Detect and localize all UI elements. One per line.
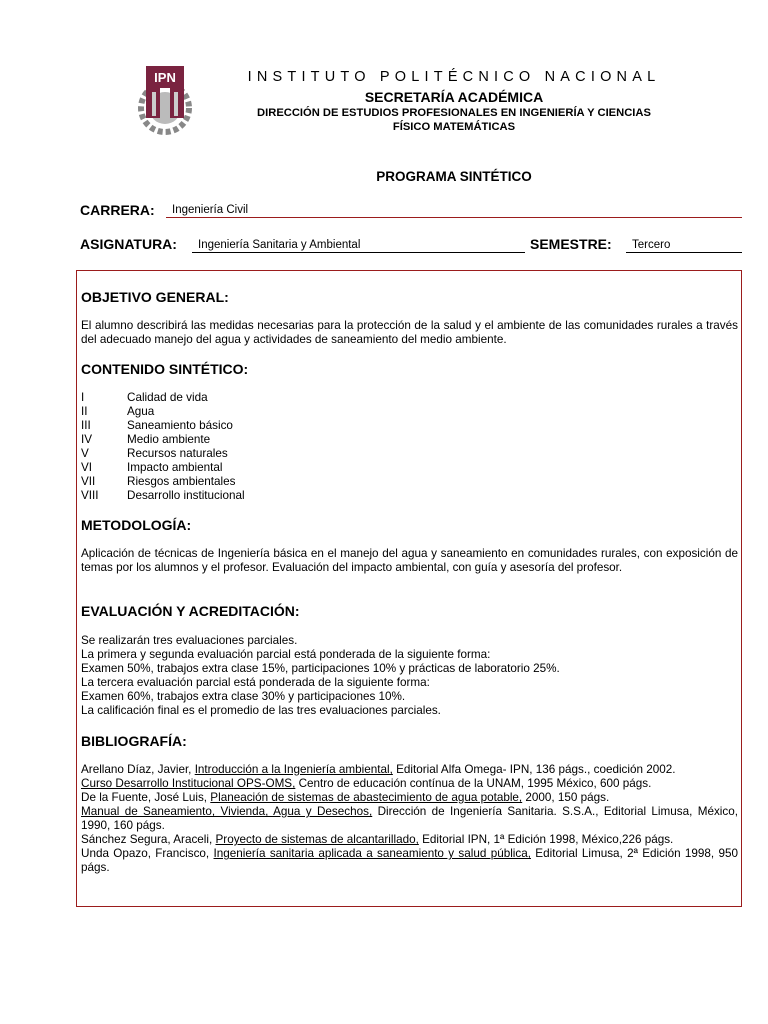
evaluation-line: Examen 50%, trabajos extra clase 15%, participaciones 10% y prácticas de laboratorio 25%. [81, 662, 560, 675]
bibliography-title: Curso Desarrollo Institucional OPS-OMS, [81, 777, 296, 790]
bibliography-details: Editorial Limusa, 2ª Edición 1998, 950 págs. [81, 847, 738, 874]
bibliography-list [81, 763, 738, 875]
bibliography-entry [81, 847, 738, 875]
carrera-field: Ingeniería Civil [166, 203, 742, 218]
evaluacion-title: EVALUACIÓN Y ACREDITACIÓN: [81, 603, 300, 619]
semestre-label: SEMESTRE: [530, 236, 612, 252]
unit-number: III [81, 419, 91, 432]
asignatura-field: Ingeniería Sanitaria y Ambiental [192, 238, 525, 253]
semestre-field: Tercero [626, 238, 742, 253]
unit-item [81, 433, 738, 447]
unit-name: Agua [127, 405, 155, 418]
bibliography-title: Manual de Saneamiento, Vivienda, Agua y Desechos, [81, 805, 373, 818]
evaluation-line: La calificación final es el promedio de las tres evaluaciones parciales. [81, 704, 441, 717]
evaluation-line: Examen 60%, trabajos extra clase 30% y participaciones 10%. [81, 690, 406, 703]
carrera-label: CARRERA: [80, 202, 155, 218]
unit-number: I [81, 391, 85, 404]
bibliography-entry [81, 777, 738, 791]
evaluation-line: Se realizarán tres evaluaciones parciales. [81, 634, 298, 647]
program-content-box [76, 270, 742, 907]
unit-number: VII [81, 475, 96, 488]
unit-item [81, 391, 738, 405]
contenido-title: CONTENIDO SINTÉTICO: [81, 361, 249, 377]
unit-name: Impacto ambiental [127, 461, 223, 474]
unit-item [81, 419, 738, 433]
bibliography-title: Planeación de sistemas de abastecimiento de agua potable, [210, 791, 523, 804]
unit-name: Medio ambiente [127, 433, 211, 446]
bibliography-author: Unda Opazo, Francisco, [81, 847, 214, 860]
bibliography-entry [81, 763, 738, 777]
bibliography-title: Ingeniería sanitaria aplicada a saneamiento y salud pública, [213, 847, 531, 860]
unit-number: VIII [81, 489, 99, 502]
bibliography-details: Editorial Alfa Omega- IPN, 136 págs., coedición 2002. [392, 763, 676, 776]
bibliography-details: Centro de educación contínua de la UNAM, 1995 México, 600 págs. [295, 777, 652, 790]
unit-item [81, 447, 738, 461]
unit-item [81, 405, 738, 419]
objetivo-title: OBJETIVO GENERAL: [81, 289, 229, 305]
unit-number: V [81, 447, 89, 460]
metodologia-title: METODOLOGÍA: [81, 517, 192, 533]
direction-name [190, 106, 718, 134]
ipn-logo [136, 62, 194, 138]
unit-name: Calidad de vida [127, 391, 208, 404]
objetivo-text: El alumno describirá las medidas necesarias para la protección de la salud y el ambiente de las comunidades rurales a través del adecuado manejo del agua y actividades de saneamiento del medio ambiente. [81, 319, 738, 346]
asignatura-label: ASIGNATURA: [80, 236, 177, 252]
bibliography-entry [81, 805, 738, 833]
direction-line-2: FÍSICO MATEMÁTICAS [392, 121, 516, 133]
unit-name: Saneamiento básico [127, 419, 233, 432]
unit-name: Recursos naturales [127, 447, 228, 460]
evaluation-line: La tercera evaluación parcial está ponderada de la siguiente forma: [81, 676, 430, 689]
bibliography-title: Introducción a la Ingeniería ambiental, [194, 763, 393, 776]
evaluation-line: La primera y segunda evaluación parcial está ponderada de la siguiente forma: [81, 648, 491, 661]
logo-text: IPN [154, 70, 176, 85]
bibliography-title: Proyecto de sistemas de alcantarillado, [215, 833, 419, 846]
bibliography-details: Editorial IPN, 1ª Edición 1998, México,226 págs. [418, 833, 674, 846]
bibliography-author: De la Fuente, José Luis, [81, 791, 211, 804]
unit-name: Desarrollo institucional [127, 489, 245, 502]
bibliography-author: Arellano Díaz, Javier, [81, 763, 195, 776]
bibliography-entry [81, 833, 738, 847]
unit-item [81, 461, 738, 475]
bibliography-details: Dirección de Ingeniería Sanitaria. S.S.A., Editorial Limusa, México, 1990, 160 págs. [81, 805, 738, 832]
document-title: PROGRAMA SINTÉTICO [376, 169, 532, 184]
bibliography-author: Sánchez Segura, Araceli, [81, 833, 216, 846]
direction-line-1: DIRECCIÓN DE ESTUDIOS PROFESIONALES EN INGENIERÍA Y CIENCIAS [257, 107, 651, 119]
bibliography-entry [81, 791, 738, 805]
unit-number: II [81, 405, 88, 418]
unit-number: VI [81, 461, 93, 474]
bibliography-details: 2000, 150 págs. [522, 791, 610, 804]
unit-name: Riesgos ambientales [127, 475, 236, 488]
unit-item [81, 475, 738, 489]
unit-number: IV [81, 433, 93, 446]
secretariat-name: SECRETARÍA ACADÉMICA [364, 89, 544, 105]
metodologia-text: Aplicación de técnicas de Ingeniería básica en el manejo del agua y saneamiento en comunidades rurales, con exposición de temas por los alumnos y el profesor. Evaluación del impacto ambiental, con guía y asesoría del profesor. [81, 547, 738, 574]
evaluacion-lines [81, 634, 738, 718]
unit-item [81, 489, 738, 503]
unit-list [81, 391, 738, 503]
bibliografia-title: BIBLIOGRAFÍA: [81, 733, 187, 749]
institute-name: INSTITUTO POLITÉCNICO NACIONAL [247, 69, 661, 85]
